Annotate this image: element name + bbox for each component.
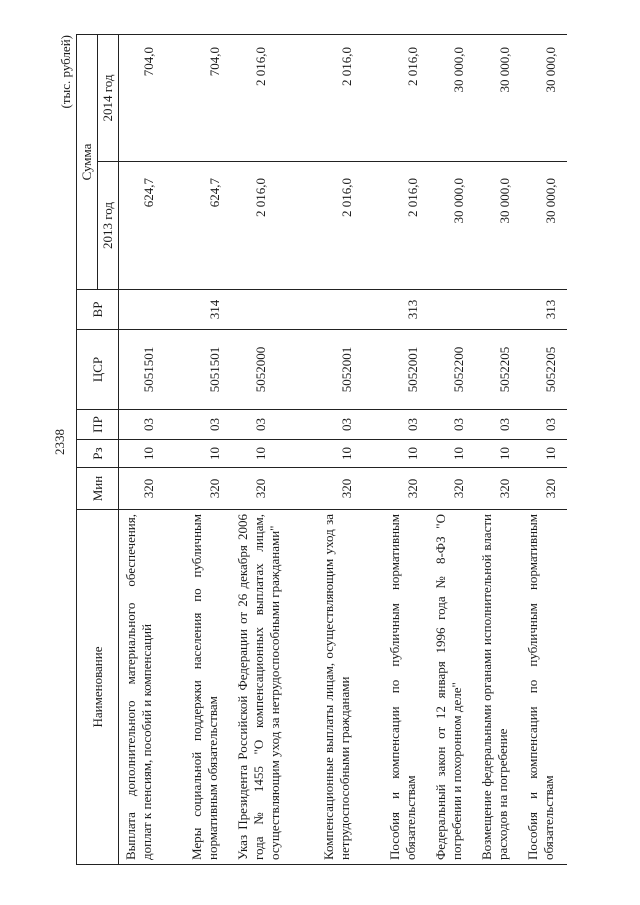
row-name: Выплата дополнительного материального обеспечения, доплат к пенсиям, пособий и компенсаций: [119, 510, 185, 865]
header-sum: Сумма: [77, 35, 98, 290]
row-pr: 03: [429, 410, 475, 440]
row-vr: [231, 290, 317, 330]
row-rz: 10: [185, 440, 231, 468]
row-pr: 03: [185, 410, 231, 440]
row-2013: 30 000,0: [521, 162, 567, 290]
row-vr: 314: [185, 290, 231, 330]
header-min: Мин: [77, 468, 119, 510]
budget-table: [76, 34, 567, 865]
row-2013: 2 016,0: [383, 162, 429, 290]
row-2014: 30 000,0: [429, 35, 475, 162]
row-2014: 2 016,0: [383, 35, 429, 162]
row-2013: 30 000,0: [429, 162, 475, 290]
row-rz: 10: [429, 440, 475, 468]
row-pr: 03: [231, 410, 317, 440]
row-2013: 2 016,0: [231, 162, 317, 290]
row-vr: [119, 290, 185, 330]
row-2013: 624,7: [119, 162, 185, 290]
page-number: 2338: [52, 429, 67, 455]
row-min: 320: [317, 468, 383, 510]
table-row: [119, 35, 185, 865]
row-name: Компенсационные выплаты лицам, осуществляющим уход за нетрудоспособными гражданами: [317, 510, 383, 865]
row-pr: 03: [475, 410, 521, 440]
row-2013: 2 016,0: [317, 162, 383, 290]
row-name: Возмещение федеральными органами исполнительной власти расходов на погребение: [475, 510, 521, 865]
row-rz: 10: [317, 440, 383, 468]
row-name: Федеральный закон от 12 января 1996 года № 8-ФЗ "О погребении и похоронном деле": [429, 510, 475, 865]
row-2014: 30 000,0: [521, 35, 567, 162]
row-min: 320: [383, 468, 429, 510]
row-vr: [475, 290, 521, 330]
units-note: (тыс. рублей): [58, 35, 73, 109]
row-2014: 2 016,0: [231, 35, 317, 162]
row-csr: 5052001: [383, 330, 429, 410]
header-2013: 2013 год: [98, 162, 119, 290]
header-csr: ЦСР: [77, 330, 119, 410]
row-2013: 624,7: [185, 162, 231, 290]
row-rz: 10: [521, 440, 567, 468]
row-2013: 30 000,0: [475, 162, 521, 290]
row-name: Пособия и компенсации по публичным нормативным обязательствам: [383, 510, 429, 865]
row-min: 320: [185, 468, 231, 510]
row-name: Пособия и компенсации по публичным нормативным обязательствам: [521, 510, 567, 865]
row-2014: 2 016,0: [317, 35, 383, 162]
row-vr: [317, 290, 383, 330]
row-csr: 5052205: [475, 330, 521, 410]
row-csr: 5051501: [185, 330, 231, 410]
row-csr: 5052205: [521, 330, 567, 410]
header-2014: 2014 год: [98, 35, 119, 162]
row-rz: 10: [383, 440, 429, 468]
row-pr: 03: [317, 410, 383, 440]
row-vr: 313: [521, 290, 567, 330]
table-row: [429, 35, 475, 865]
row-name: Меры социальной поддержки населения по публичным нормативным обязательствам: [185, 510, 231, 865]
table-row: [521, 35, 567, 865]
row-name: Указ Президента Российской Федерации от 26 декабря 2006 года № 1455 "О компенсационных выплатах лицам, осуществляющим уход за нетрудоспособными гражданами": [231, 510, 317, 865]
row-min: 320: [521, 468, 567, 510]
row-csr: 5051501: [119, 330, 185, 410]
row-min: 320: [475, 468, 521, 510]
row-2014: 704,0: [119, 35, 185, 162]
row-pr: 03: [383, 410, 429, 440]
header-vr: ВР: [77, 290, 119, 330]
row-csr: 5052000: [231, 330, 317, 410]
row-rz: 10: [475, 440, 521, 468]
table-row: [185, 35, 231, 865]
table-row: [231, 35, 317, 865]
row-pr: 03: [521, 410, 567, 440]
row-csr: 5052001: [317, 330, 383, 410]
table-row: [317, 35, 383, 865]
header-name: Наименование: [77, 510, 119, 865]
row-rz: 10: [231, 440, 317, 468]
row-min: 320: [429, 468, 475, 510]
row-min: 320: [119, 468, 185, 510]
table-row: [383, 35, 429, 865]
table-row: [475, 35, 521, 865]
row-2014: 704,0: [185, 35, 231, 162]
row-csr: 5052200: [429, 330, 475, 410]
row-rz: 10: [119, 440, 185, 468]
row-vr: [429, 290, 475, 330]
row-pr: 03: [119, 410, 185, 440]
row-min: 320: [231, 468, 317, 510]
header-rz: Рз: [77, 440, 119, 468]
row-2014: 30 000,0: [475, 35, 521, 162]
header-pr: ПР: [77, 410, 119, 440]
row-vr: 313: [383, 290, 429, 330]
